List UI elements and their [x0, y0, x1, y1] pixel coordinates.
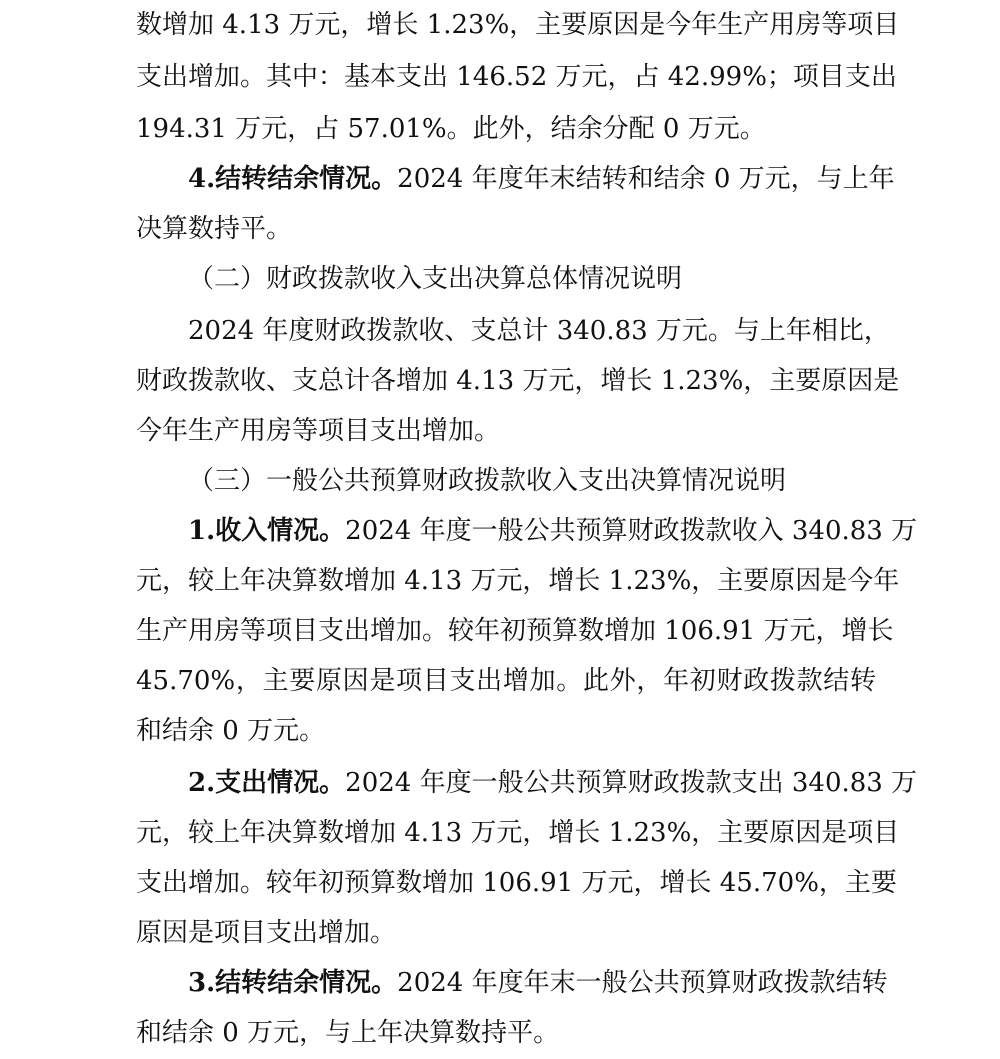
text-line: 45.70%，主要原因是项目支出增加。此外，年初财政拨款结转	[136, 666, 876, 696]
text-line: 今年生产用房等项目支出增加。	[136, 416, 501, 446]
text-line: 支出增加。较年初预算数增加 106.91 万元，增长 45.70%，主要	[136, 868, 897, 898]
text-line: 元，较上年决算数增加 4.13 万元，增长 1.23%，主要原因是今年	[136, 566, 900, 596]
text-span: 2024 年度一般公共预算财政拨款支出 340.83 万	[345, 768, 918, 798]
text-span: 2024 年度一般公共预算财政拨款收入 340.83 万	[345, 516, 918, 546]
text-line: 2024 年度财政拨款收、支总计 340.83 万元。与上年相比，	[188, 316, 890, 346]
text-line: 财政拨款收、支总计各增加 4.13 万元，增长 1.23%，主要原因是	[136, 366, 900, 396]
paragraph-line	[188, 514, 918, 548]
section-lead: 2.支出情况。	[188, 768, 346, 798]
section-heading: （三）一般公共预算财政拨款收入支出决算情况说明	[188, 466, 787, 496]
paragraph-line	[188, 966, 888, 1000]
paragraph-line	[188, 766, 918, 800]
text-line: 和结余 0 万元。	[136, 716, 326, 746]
text-line: 决算数持平。	[136, 214, 293, 244]
text-span: 2024 年度年末结转和结余 0 万元，与上年	[397, 164, 895, 194]
text-line: 生产用房等项目支出增加。较年初预算数增加 106.91 万元，增长	[136, 616, 894, 646]
section-lead: 1.收入情况。	[188, 516, 346, 546]
text-line: 原因是项目支出增加。	[136, 918, 397, 948]
paragraph-line	[188, 162, 895, 196]
text-line: 和结余 0 万元，与上年决算数持平。	[136, 1018, 560, 1048]
text-line: 数增加 4.13 万元，增长 1.23%，主要原因是今年生产用房等项目	[136, 10, 900, 40]
text-line: 元，较上年决算数增加 4.13 万元，增长 1.23%，主要原因是项目	[136, 818, 900, 848]
section-lead: 4.结转结余情况。	[188, 164, 398, 194]
section-heading: （二）财政拨款收入支出决算总体情况说明	[188, 264, 683, 294]
text-line: 支出增加。其中：基本支出 146.52 万元，占 42.99%；项目支出	[136, 62, 897, 92]
section-lead: 3.结转结余情况。	[188, 968, 398, 998]
text-span: 2024 年度年末一般公共预算财政拨款结转	[397, 968, 888, 998]
text-line: 194.31 万元，占 57.01%。此外，结余分配 0 万元。	[136, 114, 766, 144]
